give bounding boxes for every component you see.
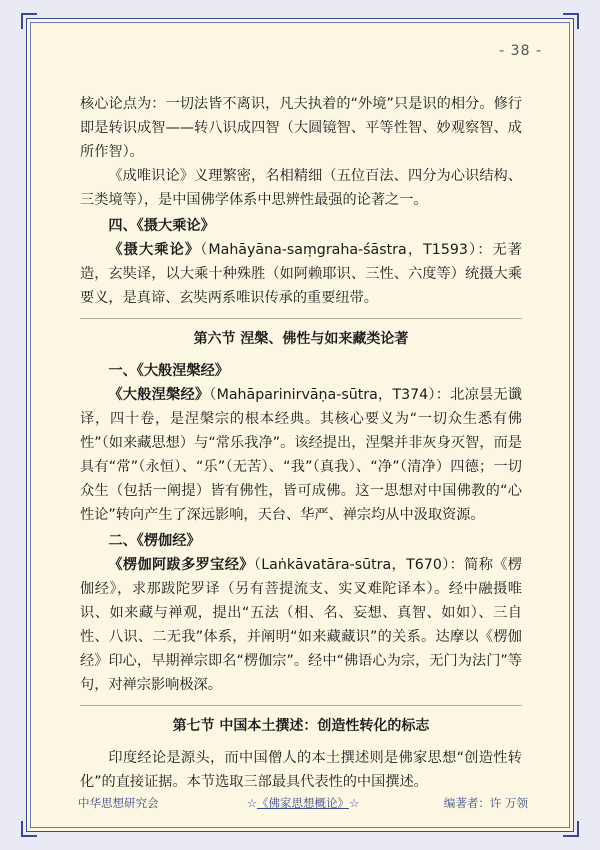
- scripture-title: 《大般涅槃经》: [108, 387, 210, 403]
- page-body: [80, 92, 522, 794]
- scripture-title: 《楞伽阿跋多罗宝经》: [108, 557, 254, 573]
- body-paragraph: 《成唯识论》义理繁密，名相精细（五位百法、四分为心识结构、三类境等），是中国佛学体系中思辨性最强的论著之一。: [80, 168, 522, 208]
- body-paragraph: 印度经论是源头，而中国僧人的本土撰述则是佛家思想“创造性转化”的直接证据。本节选取三部最具代表性的中国撰述。: [80, 750, 522, 790]
- section-title: 第七节 中国本土撰述：创造性转化的标志: [172, 718, 430, 734]
- paragraph-text: （Mahāparinirvāṇa-sūtra，T374）：北凉昙无谶译，四十卷，是涅槃宗的根本经典。其核心要义为“一切众生悉有佛性”（如来藏思想）与“常乐我净”。该经提出，涅槃并非灰身灭智，而是具有“常”（永恒）、“乐”（无苦）、“我”（真我）、“净”（清净）四德；一切众生（包括一阐提）皆有佛性，皆可成佛。这一思想对中国佛教的“心性论”转向产生了深远影响，天台、华严、禅宗均从中汲取资源。: [80, 387, 522, 523]
- section-divider: [80, 705, 522, 706]
- body-paragraph: [80, 383, 522, 527]
- body-paragraph: 核心论点为：一切法皆不离识，凡夫执着的“外境”只是识的相分。修行即是转识成智——转八识成四智（大圆镜智、平等性智、妙观察智、成所作智）。: [80, 96, 522, 160]
- subsection-heading: 四、《摄大乘论》: [108, 218, 215, 234]
- section-divider: [80, 318, 522, 319]
- section-title: 第六节 涅槃、佛性与如来藏类论著: [193, 331, 409, 347]
- subsection-heading: 二、《楞伽经》: [108, 533, 201, 549]
- corner-ornament: [563, 13, 579, 29]
- page-number: - 38 -: [499, 43, 542, 59]
- scripture-title: 《摄大乘论》: [108, 242, 201, 258]
- paragraph-text: （Laṅkāvatāra-sūtra，T670）：简称《楞伽经》，求那跋陀罗译（另有菩提流支、实叉难陀译本）。经中融摄唯识、如来藏与禅观，提出“五法（相、名、妄想、真智、如如）、三自性、八识、二无我”体系，并阐明“如来藏藏识”的关系。达摩以《楞伽经》印心，早期禅宗即名“楞伽宗”。经中“佛语心为宗，无门为法门”等句，对禅宗影响极深。: [80, 557, 522, 693]
- footer-author: 编著者：许 万领: [443, 796, 528, 810]
- subsection-heading: 一、《大般涅槃经》: [108, 363, 229, 379]
- star-icon: ☆: [246, 796, 257, 810]
- corner-ornament: [563, 821, 579, 837]
- footer-publisher: 中华思想研究会: [78, 796, 159, 810]
- star-icon: ☆: [349, 796, 360, 810]
- body-paragraph: [80, 553, 522, 697]
- paragraph-text: （Mahāyāna-saṃgraha-śāstra，T1593）：无著造，玄奘译，以大乘十种殊胜（如阿赖耶识、三性、六度等）统摄大乘要义，是真谛、玄奘两系唯识传承的重要纽带。: [80, 242, 522, 306]
- body-paragraph: [80, 238, 522, 310]
- footer-book-link[interactable]: 《佛家思想概论》: [257, 796, 349, 810]
- corner-ornament: [21, 13, 37, 29]
- corner-ornament: [21, 821, 37, 837]
